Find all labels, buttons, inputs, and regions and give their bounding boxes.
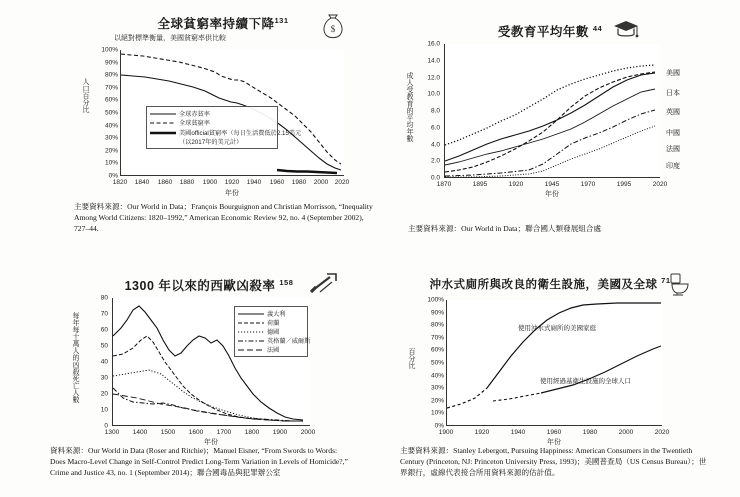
legend-item <box>238 318 304 327</box>
legend-label: 全球貧窮率 <box>179 120 210 127</box>
series-label-us: 美國 <box>666 70 680 77</box>
legend-label: 全球赤貧率 <box>179 111 210 118</box>
sanitation-ylabel: 百分比 <box>408 348 415 369</box>
sword-icon <box>310 272 340 299</box>
annotation-us-flush-toilets: 使用沖水式廁所的美國家庭 <box>518 325 596 332</box>
homicide-xlabel: 年份 <box>204 439 218 446</box>
legend-label: 美國official貧窮率（每日生活費低於2.15美元 <box>179 129 302 137</box>
svg-text:$: $ <box>330 24 336 34</box>
poverty-subtitle: 以絕對標準衡量，美國貧窮率供比較 <box>114 35 226 42</box>
legend-key-dotted <box>238 328 264 335</box>
series-label-japan: 日本 <box>666 90 680 97</box>
sanitation-xlabel: 年份 <box>547 439 561 446</box>
legend-key-dashdot <box>238 337 264 344</box>
homicide-legend <box>234 306 311 357</box>
legend-item <box>150 127 302 137</box>
legend-label: 法國 <box>267 347 280 354</box>
education-source: 主要資料來源：Our World in Data；聯合國人類發展組合處 <box>408 224 602 233</box>
legend-key-dashed <box>238 319 264 326</box>
legend-key-longdash <box>238 346 264 353</box>
legend-key-solid <box>150 110 176 117</box>
poverty-source: 主要資料來源：Our World in Data；François Bourguignon and Christian Morrisson, “Inequality Among World Citizens: 1820–1992,” American Economic Review 92, no. 4 (September 2002), 727–44. <box>74 202 373 233</box>
poverty-title: 全球貧窮率持續下降$^{131}$ <box>157 15 289 31</box>
annotation-world-sanitation: 使用經過基衛生設施的全球人口 <box>540 378 631 385</box>
figure-education: 受教育平均年數 $^{44}$ 16.0 14.0 12.0 10.0 8.0 6.0 4.0 2.0 0.0 1870 1895 1920 1945 1970 1995 2020 年份 成人受教育的平均年數 美國 日本 英國 法國 中國 印度 主要資料來源：Our World in Data；聯合國人類發展組合處 <box>400 6 700 196</box>
poverty-ylabel: 人口百分比 <box>82 78 89 113</box>
legend-label: 德國 <box>267 329 280 336</box>
sanitation-title: 沖水式廁所與改良的衛生設施，美國及全球 $^{71}$ <box>429 276 671 291</box>
education-title: 受教育平均年數 $^{44}$ <box>497 23 603 39</box>
series-label-china: 中國 <box>666 130 680 137</box>
series-label-uk: 英國 <box>666 109 680 116</box>
legend-item <box>150 118 274 127</box>
legend-label: 荷蘭 <box>267 320 280 327</box>
figure-poverty: 全球貧窮率持續下降$^{131}$ 以絕對標準衡量，美國貧窮率供比較 $ 100% 90% 80% 70% 60% 50% 40% 30% 20% 10% 0% 1820 1840 1860 1880 1900 1920 1940 1960 1980 2000 2020 年份 人口百分比 全球赤貧率 全球貧窮率 美國official貧窮率（每日生活費低於2.15美元 （以2017年的美元計） 主要資料來源：Our World in Data；François Bourguignon and Christian Morrisson, “Inequality Among World Citizens: 1820–1992,” American Economic Review 92, no. 4 (September 2002), 727–44. <box>78 6 368 196</box>
poverty-legend <box>146 106 302 149</box>
toilet-icon <box>668 272 694 301</box>
series-label-france: 法國 <box>666 146 680 153</box>
homicide-title: 1300 年以來的西歐凶殺率 $^{158}$ <box>124 277 294 293</box>
legend-item <box>238 309 304 318</box>
money-bag-icon <box>320 10 346 45</box>
figure-sanitation: 沖水式廁所與改良的衛生設施，美國及全球 $^{71}$ 100% 90% 80% 70% 60% 50% 40% 30% 20% 10% 0% 1900 1920 1940 1960 1980 2000 2020 年份 百分比 使用沖水式廁所的美國家庭 使用經過基衛生設施的全球人口 主要資料來源：Stanley Lebergott, Pursuing Happiness: American Consumers in the Twentieth Century (Princeton, NJ: Princeton University Press, 1993)；美國普查局（US Census Bureau）；世界銀行，虛線代表接合所用資料來源的估計值。 <box>400 266 710 456</box>
legend-key-dashed <box>150 119 176 126</box>
sanitation-plot <box>446 300 662 426</box>
poverty-xlabel: 年份 <box>225 190 239 197</box>
legend-item <box>238 345 304 354</box>
homicide-ylabel: 每年每十萬人的凶殺死亡人數 <box>72 312 79 403</box>
legend-item <box>150 109 274 118</box>
legend-key-thick <box>150 129 176 136</box>
homicide-source: 資料來源：Our World in Data (Roser and Ritchie)；Manuel Eisner, “From Swords to Words: Does Macro-Level Change in Self-Control Predict Long-Term Variation in Levels of Homicide?,” Crime and Justice 43, no. 1 (September 2014)；聯合國毒品與犯罪辦公室 <box>50 446 348 477</box>
sanitation-source: 主要資料來源：Stanley Lebergott, Pursuing Happiness: American Consumers in the Twentieth Century (Princeton, NJ: Princeton University Press, 1993)；美國普查局（US Census Bureau）；世界銀行，虛線代表接合所用資料來源的估計值。 <box>400 446 707 477</box>
legend-key-solid <box>238 310 264 317</box>
graduation-cap-icon <box>612 18 640 45</box>
education-plot <box>444 44 660 178</box>
legend-label: 義大利 <box>267 311 286 318</box>
legend-item <box>238 327 304 336</box>
legend-label: 英格蘭／威爾斯 <box>267 338 311 345</box>
series-label-india: 印度 <box>666 163 680 170</box>
legend-note: （以2017年的美元計） <box>179 139 243 146</box>
legend-item <box>238 336 311 345</box>
education-xlabel: 年份 <box>545 191 559 198</box>
education-ylabel: 成人受教育的平均年數 <box>406 72 413 142</box>
figure-homicide: 1300 年以來的西歐凶殺率 $^{158}$ 80 70 60 50 40 30 20 10 0 1300 1400 1500 1600 1700 1800 1900 2000 年份 每年每十萬人的凶殺死亡人數 義大利 荷蘭 德國 英格蘭／威爾斯 法國 資料來源：Our World in Data (Roser and Ritchie)；Manuel Eisner, “From Swords to Words: Does Macro-Level Change in Self-Control Predict Long-Term Variation in Levels of Homicide?,” Crime and Justice 43, no. 1 (September 2014)；聯合國毒品與犯罪辦公室 <box>64 266 364 456</box>
